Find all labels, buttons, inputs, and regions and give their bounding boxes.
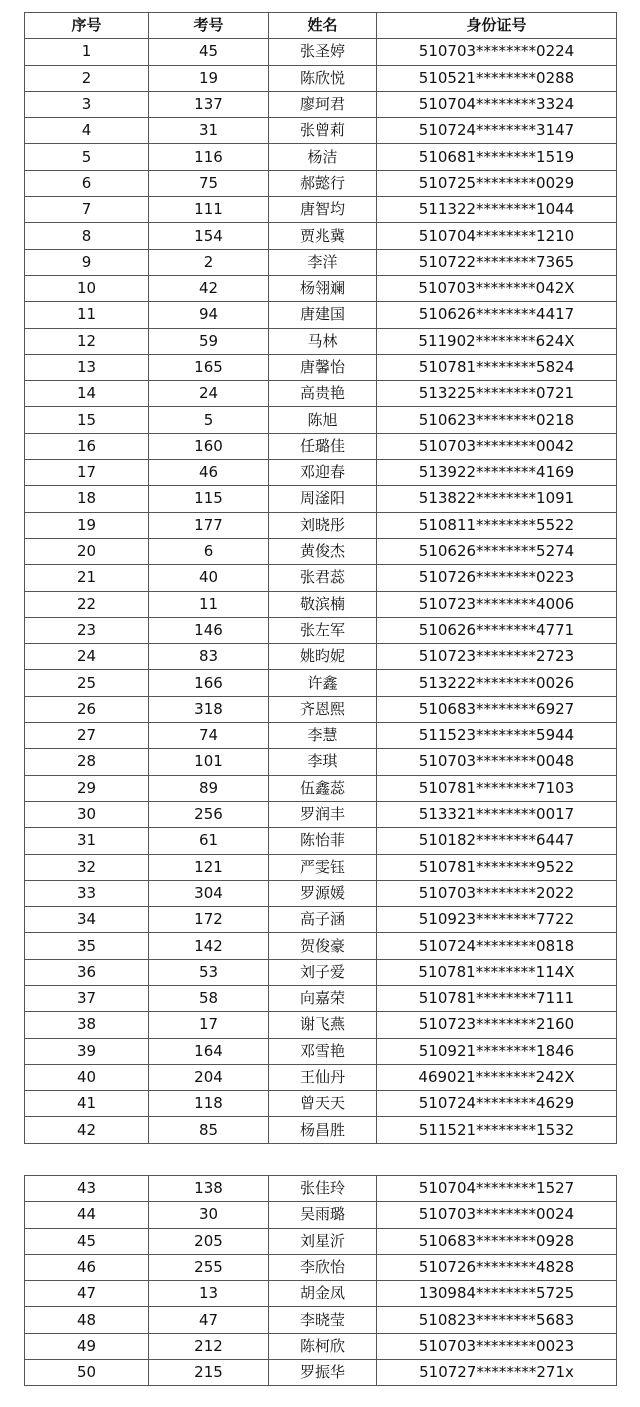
cell-id-no: 510726********0223 xyxy=(377,565,617,591)
cell-name: 高贵艳 xyxy=(269,381,377,407)
cell-exam-no: 13 xyxy=(149,1281,269,1307)
cell-id-no: 510683********6927 xyxy=(377,696,617,722)
table-row xyxy=(25,985,617,1011)
cell-id-no: 510704********1210 xyxy=(377,223,617,249)
cell-seq: 44 xyxy=(25,1202,149,1228)
cell-exam-no: 204 xyxy=(149,1064,269,1090)
cell-seq: 8 xyxy=(25,223,149,249)
table-body-continued xyxy=(25,1176,617,1386)
table-row xyxy=(25,144,617,170)
cell-name: 邓雪艳 xyxy=(269,1038,377,1064)
cell-seq: 15 xyxy=(25,407,149,433)
cell-exam-no: 116 xyxy=(149,144,269,170)
cell-id-no: 510921********1846 xyxy=(377,1038,617,1064)
cell-name: 曾天天 xyxy=(269,1091,377,1117)
table-row xyxy=(25,1202,617,1228)
cell-id-no: 510704********1527 xyxy=(377,1176,617,1202)
cell-name: 刘子爱 xyxy=(269,959,377,985)
cell-id-no: 510703********2022 xyxy=(377,880,617,906)
table-row xyxy=(25,880,617,906)
cell-exam-no: 11 xyxy=(149,591,269,617)
cell-seq: 10 xyxy=(25,275,149,301)
cell-seq: 45 xyxy=(25,1228,149,1254)
cell-id-no: 510727********271x xyxy=(377,1360,617,1386)
cell-name: 伍鑫蕊 xyxy=(269,775,377,801)
cell-seq: 32 xyxy=(25,854,149,880)
cell-id-no: 510623********0218 xyxy=(377,407,617,433)
cell-name: 胡金凤 xyxy=(269,1281,377,1307)
cell-name: 李慧 xyxy=(269,723,377,749)
cell-name: 李洋 xyxy=(269,249,377,275)
table-row xyxy=(25,828,617,854)
cell-exam-no: 74 xyxy=(149,723,269,749)
cell-id-no: 510723********4006 xyxy=(377,591,617,617)
table-row xyxy=(25,1228,617,1254)
cell-id-no: 510703********0023 xyxy=(377,1333,617,1359)
table-row xyxy=(25,381,617,407)
table-row xyxy=(25,302,617,328)
table-row xyxy=(25,959,617,985)
cell-id-no: 510521********0288 xyxy=(377,65,617,91)
cell-exam-no: 83 xyxy=(149,644,269,670)
table-row xyxy=(25,328,617,354)
cell-name: 任璐佳 xyxy=(269,433,377,459)
table-row xyxy=(25,1091,617,1117)
cell-name: 谢飞燕 xyxy=(269,1012,377,1038)
table-row xyxy=(25,433,617,459)
cell-seq: 12 xyxy=(25,328,149,354)
cell-exam-no: 111 xyxy=(149,197,269,223)
cell-id-no: 510703********042X xyxy=(377,275,617,301)
header-seq: 序号 xyxy=(25,13,149,39)
cell-exam-no: 255 xyxy=(149,1254,269,1280)
cell-name: 向嘉荣 xyxy=(269,985,377,1011)
cell-seq: 22 xyxy=(25,591,149,617)
cell-exam-no: 94 xyxy=(149,302,269,328)
cell-seq: 35 xyxy=(25,933,149,959)
cell-exam-no: 42 xyxy=(149,275,269,301)
cell-seq: 3 xyxy=(25,91,149,117)
cell-seq: 20 xyxy=(25,538,149,564)
cell-exam-no: 59 xyxy=(149,328,269,354)
table-row xyxy=(25,723,617,749)
cell-name: 陈柯欣 xyxy=(269,1333,377,1359)
cell-seq: 11 xyxy=(25,302,149,328)
cell-seq: 28 xyxy=(25,749,149,775)
cell-id-no: 510781********7103 xyxy=(377,775,617,801)
cell-id-no: 130984********5725 xyxy=(377,1281,617,1307)
table-row xyxy=(25,1176,617,1202)
table-row xyxy=(25,801,617,827)
cell-name: 张佳玲 xyxy=(269,1176,377,1202)
table-row xyxy=(25,1333,617,1359)
cell-exam-no: 256 xyxy=(149,801,269,827)
cell-id-no: 511523********5944 xyxy=(377,723,617,749)
cell-exam-no: 31 xyxy=(149,118,269,144)
cell-seq: 14 xyxy=(25,381,149,407)
cell-name: 杨昌胜 xyxy=(269,1117,377,1143)
cell-id-no: 510726********4828 xyxy=(377,1254,617,1280)
cell-seq: 2 xyxy=(25,65,149,91)
cell-exam-no: 304 xyxy=(149,880,269,906)
cell-seq: 33 xyxy=(25,880,149,906)
cell-exam-no: 85 xyxy=(149,1117,269,1143)
cell-name: 郝懿行 xyxy=(269,170,377,196)
cell-exam-no: 177 xyxy=(149,512,269,538)
table-row xyxy=(25,696,617,722)
cell-seq: 36 xyxy=(25,959,149,985)
table-row xyxy=(25,591,617,617)
cell-seq: 17 xyxy=(25,460,149,486)
cell-id-no: 513922********4169 xyxy=(377,460,617,486)
cell-name: 罗源媛 xyxy=(269,880,377,906)
cell-id-no: 513225********0721 xyxy=(377,381,617,407)
table-row xyxy=(25,275,617,301)
cell-id-no: 510683********0928 xyxy=(377,1228,617,1254)
cell-exam-no: 164 xyxy=(149,1038,269,1064)
cell-exam-no: 165 xyxy=(149,354,269,380)
cell-seq: 39 xyxy=(25,1038,149,1064)
cell-name: 杨翎斓 xyxy=(269,275,377,301)
table-row xyxy=(25,407,617,433)
table-row xyxy=(25,1064,617,1090)
cell-id-no: 510703********0024 xyxy=(377,1202,617,1228)
table-row xyxy=(25,907,617,933)
cell-name: 张君蕊 xyxy=(269,565,377,591)
cell-name: 李琪 xyxy=(269,749,377,775)
table-row xyxy=(25,775,617,801)
cell-exam-no: 24 xyxy=(149,381,269,407)
cell-exam-no: 30 xyxy=(149,1202,269,1228)
table-row xyxy=(25,854,617,880)
table-row xyxy=(25,617,617,643)
cell-id-no: 510723********2160 xyxy=(377,1012,617,1038)
cell-exam-no: 46 xyxy=(149,460,269,486)
roster-table-continued xyxy=(24,1175,617,1386)
cell-exam-no: 154 xyxy=(149,223,269,249)
cell-name: 张曾莉 xyxy=(269,118,377,144)
cell-exam-no: 212 xyxy=(149,1333,269,1359)
table-row xyxy=(25,644,617,670)
cell-exam-no: 2 xyxy=(149,249,269,275)
cell-name: 李欣怡 xyxy=(269,1254,377,1280)
cell-exam-no: 61 xyxy=(149,828,269,854)
cell-exam-no: 137 xyxy=(149,91,269,117)
cell-id-no: 511521********1532 xyxy=(377,1117,617,1143)
cell-exam-no: 101 xyxy=(149,749,269,775)
cell-exam-no: 121 xyxy=(149,854,269,880)
cell-name: 齐恩熙 xyxy=(269,696,377,722)
cell-seq: 26 xyxy=(25,696,149,722)
cell-name: 刘晓彤 xyxy=(269,512,377,538)
cell-name: 张圣婷 xyxy=(269,39,377,65)
cell-id-no: 510703********0048 xyxy=(377,749,617,775)
cell-seq: 37 xyxy=(25,985,149,1011)
cell-id-no: 513321********0017 xyxy=(377,801,617,827)
cell-exam-no: 318 xyxy=(149,696,269,722)
cell-name: 刘星沂 xyxy=(269,1228,377,1254)
cell-name: 王仙丹 xyxy=(269,1064,377,1090)
cell-name: 陈旭 xyxy=(269,407,377,433)
table-row xyxy=(25,354,617,380)
cell-seq: 9 xyxy=(25,249,149,275)
table-row xyxy=(25,65,617,91)
cell-exam-no: 40 xyxy=(149,565,269,591)
cell-id-no: 510781********7111 xyxy=(377,985,617,1011)
cell-name: 廖珂君 xyxy=(269,91,377,117)
cell-exam-no: 142 xyxy=(149,933,269,959)
cell-exam-no: 118 xyxy=(149,1091,269,1117)
cell-name: 贺俊豪 xyxy=(269,933,377,959)
cell-name: 敬滨楠 xyxy=(269,591,377,617)
table-row xyxy=(25,91,617,117)
cell-id-no: 511322********1044 xyxy=(377,197,617,223)
cell-name: 严雯钰 xyxy=(269,854,377,880)
table-header-row xyxy=(25,13,617,39)
cell-exam-no: 138 xyxy=(149,1176,269,1202)
cell-id-no: 510626********4417 xyxy=(377,302,617,328)
cell-name: 唐建国 xyxy=(269,302,377,328)
cell-seq: 40 xyxy=(25,1064,149,1090)
cell-seq: 48 xyxy=(25,1307,149,1333)
cell-seq: 47 xyxy=(25,1281,149,1307)
cell-id-no: 510781********9522 xyxy=(377,854,617,880)
table-row xyxy=(25,249,617,275)
cell-exam-no: 215 xyxy=(149,1360,269,1386)
cell-exam-no: 17 xyxy=(149,1012,269,1038)
cell-id-no: 511902********624X xyxy=(377,328,617,354)
table-row xyxy=(25,486,617,512)
cell-exam-no: 19 xyxy=(149,65,269,91)
table-row xyxy=(25,223,617,249)
cell-id-no: 510724********3147 xyxy=(377,118,617,144)
cell-exam-no: 5 xyxy=(149,407,269,433)
cell-exam-no: 146 xyxy=(149,617,269,643)
table-row xyxy=(25,170,617,196)
cell-id-no: 510823********5683 xyxy=(377,1307,617,1333)
cell-seq: 6 xyxy=(25,170,149,196)
table-row xyxy=(25,1307,617,1333)
cell-name: 高子涵 xyxy=(269,907,377,933)
cell-id-no: 510704********3324 xyxy=(377,91,617,117)
cell-exam-no: 166 xyxy=(149,670,269,696)
cell-id-no: 510725********0029 xyxy=(377,170,617,196)
cell-name: 罗润丰 xyxy=(269,801,377,827)
cell-name: 罗振华 xyxy=(269,1360,377,1386)
cell-seq: 46 xyxy=(25,1254,149,1280)
cell-id-no: 510626********5274 xyxy=(377,538,617,564)
cell-id-no: 510703********0224 xyxy=(377,39,617,65)
table-row xyxy=(25,1281,617,1307)
cell-name: 贾兆冀 xyxy=(269,223,377,249)
header-name: 姓名 xyxy=(269,13,377,39)
cell-seq: 25 xyxy=(25,670,149,696)
cell-name: 邓迎春 xyxy=(269,460,377,486)
header-id-no: 身份证号 xyxy=(377,13,617,39)
cell-name: 陈怡菲 xyxy=(269,828,377,854)
table-row xyxy=(25,670,617,696)
table-row xyxy=(25,749,617,775)
table-row xyxy=(25,1012,617,1038)
cell-exam-no: 160 xyxy=(149,433,269,459)
table-row xyxy=(25,538,617,564)
cell-seq: 16 xyxy=(25,433,149,459)
cell-name: 唐馨怡 xyxy=(269,354,377,380)
table-row xyxy=(25,1038,617,1064)
cell-seq: 29 xyxy=(25,775,149,801)
cell-exam-no: 75 xyxy=(149,170,269,196)
cell-seq: 43 xyxy=(25,1176,149,1202)
cell-name: 姚昀妮 xyxy=(269,644,377,670)
table-row xyxy=(25,460,617,486)
cell-name: 唐智均 xyxy=(269,197,377,223)
roster-table xyxy=(24,12,617,1144)
cell-seq: 34 xyxy=(25,907,149,933)
cell-exam-no: 6 xyxy=(149,538,269,564)
cell-name: 许鑫 xyxy=(269,670,377,696)
cell-name: 马林 xyxy=(269,328,377,354)
table-row xyxy=(25,1117,617,1143)
cell-id-no: 469021********242X xyxy=(377,1064,617,1090)
cell-id-no: 510724********0818 xyxy=(377,933,617,959)
cell-id-no: 513822********1091 xyxy=(377,486,617,512)
cell-exam-no: 115 xyxy=(149,486,269,512)
cell-name: 李晓莹 xyxy=(269,1307,377,1333)
cell-exam-no: 53 xyxy=(149,959,269,985)
cell-name: 杨洁 xyxy=(269,144,377,170)
cell-seq: 50 xyxy=(25,1360,149,1386)
cell-name: 陈欣悦 xyxy=(269,65,377,91)
cell-seq: 38 xyxy=(25,1012,149,1038)
cell-id-no: 510781********114X xyxy=(377,959,617,985)
cell-seq: 1 xyxy=(25,39,149,65)
cell-seq: 42 xyxy=(25,1117,149,1143)
cell-seq: 21 xyxy=(25,565,149,591)
cell-seq: 18 xyxy=(25,486,149,512)
cell-id-no: 510703********0042 xyxy=(377,433,617,459)
cell-exam-no: 47 xyxy=(149,1307,269,1333)
table-body xyxy=(25,39,617,1143)
cell-seq: 49 xyxy=(25,1333,149,1359)
cell-name: 黄俊杰 xyxy=(269,538,377,564)
cell-seq: 31 xyxy=(25,828,149,854)
cell-exam-no: 205 xyxy=(149,1228,269,1254)
cell-id-no: 510781********5824 xyxy=(377,354,617,380)
cell-seq: 27 xyxy=(25,723,149,749)
table-row xyxy=(25,118,617,144)
cell-exam-no: 172 xyxy=(149,907,269,933)
cell-name: 周滏阳 xyxy=(269,486,377,512)
cell-seq: 19 xyxy=(25,512,149,538)
cell-name: 张左军 xyxy=(269,617,377,643)
table-row xyxy=(25,933,617,959)
cell-seq: 5 xyxy=(25,144,149,170)
cell-exam-no: 45 xyxy=(149,39,269,65)
cell-id-no: 513222********0026 xyxy=(377,670,617,696)
cell-seq: 4 xyxy=(25,118,149,144)
table-row xyxy=(25,565,617,591)
cell-seq: 30 xyxy=(25,801,149,827)
cell-exam-no: 58 xyxy=(149,985,269,1011)
cell-id-no: 510626********4771 xyxy=(377,617,617,643)
cell-id-no: 510923********7722 xyxy=(377,907,617,933)
cell-id-no: 510681********1519 xyxy=(377,144,617,170)
cell-id-no: 510182********6447 xyxy=(377,828,617,854)
table-row xyxy=(25,512,617,538)
cell-id-no: 510811********5522 xyxy=(377,512,617,538)
cell-seq: 24 xyxy=(25,644,149,670)
cell-seq: 7 xyxy=(25,197,149,223)
cell-seq: 41 xyxy=(25,1091,149,1117)
cell-exam-no: 89 xyxy=(149,775,269,801)
table-row xyxy=(25,39,617,65)
cell-id-no: 510724********4629 xyxy=(377,1091,617,1117)
cell-seq: 23 xyxy=(25,617,149,643)
cell-id-no: 510722********7365 xyxy=(377,249,617,275)
cell-id-no: 510723********2723 xyxy=(377,644,617,670)
cell-seq: 13 xyxy=(25,354,149,380)
table-row xyxy=(25,197,617,223)
header-exam-no: 考号 xyxy=(149,13,269,39)
cell-name: 吴雨璐 xyxy=(269,1202,377,1228)
table-row xyxy=(25,1254,617,1280)
table-row xyxy=(25,1360,617,1386)
